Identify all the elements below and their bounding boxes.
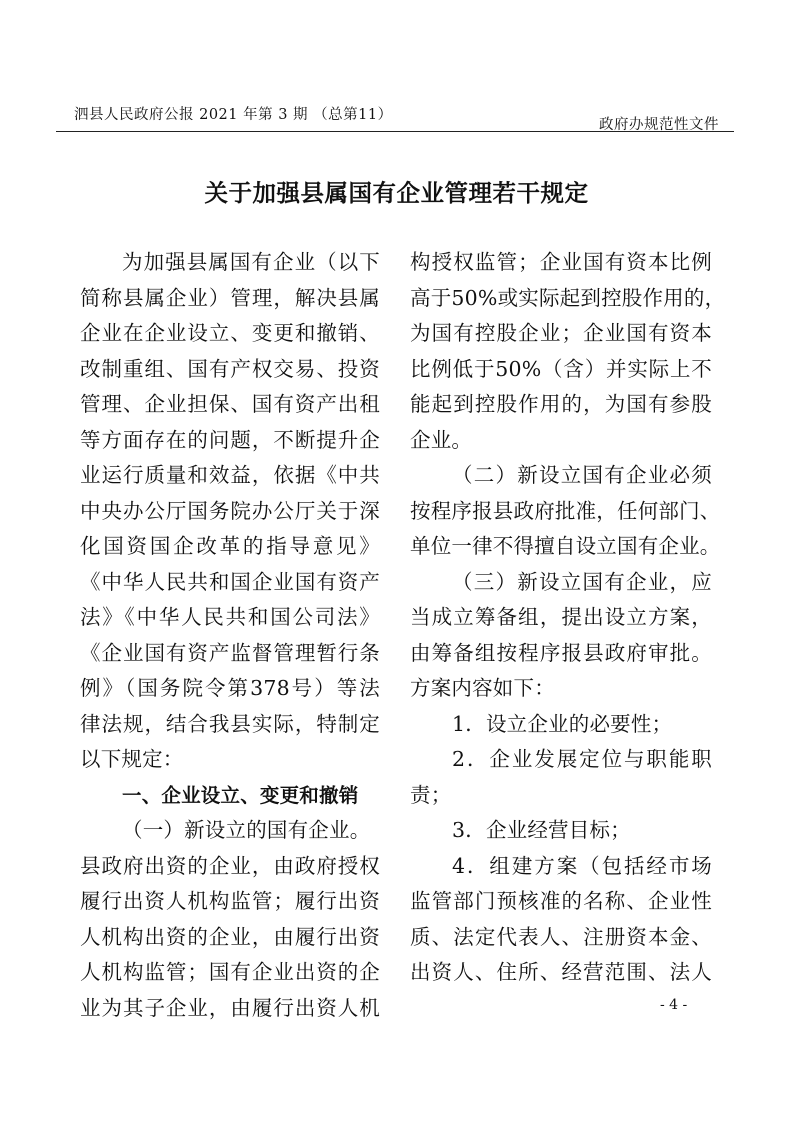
bulletin-header: 泗县人民政府公报 2021 年第 3 期 （总第11） <box>74 107 393 123</box>
header-divider <box>56 131 734 132</box>
body-line: 由筹备组按程序报县政府审批。 <box>410 640 712 665</box>
body-line: 企业。 <box>410 427 473 452</box>
body-line: 为加强县属国有企业（以下 <box>122 250 380 274</box>
body-line: 等方面存在的问题，不断提升企 <box>80 427 380 452</box>
body-line: 构授权监管；企业国有资本比例 <box>410 250 712 274</box>
body-line: 出资人、住所、经营范围、法人 <box>410 960 712 984</box>
body-line: 为国有控股企业；企业国有资本 <box>410 321 712 345</box>
body-line: 质、法定代表人、注册资本金、 <box>410 924 712 949</box>
body-line: 能起到控股作用的，为国有参股 <box>410 392 712 416</box>
body-line: 人机构监管；国有企业出资的企 <box>80 960 380 984</box>
body-line: 责； <box>410 782 452 807</box>
subsection-heading: （一）新设立的国有企业。 <box>122 818 371 842</box>
body-line: 法》《中华人民共和国公司法》 <box>80 605 380 629</box>
left-column <box>80 245 380 1026</box>
body-line: （二）新设立国有企业必须 <box>452 463 712 487</box>
body-line: 管理、企业担保、国有资产出租 <box>80 392 380 416</box>
body-line: 业为其子企业，由履行出资人机 <box>80 995 380 1020</box>
body-line: 业运行质量和效益，依据《中共 <box>80 463 380 487</box>
section-heading: 一、企业设立、变更和撤销 <box>122 783 359 807</box>
list-item: 2．企业发展定位与职能职 <box>452 747 712 771</box>
body-line: 当成立筹备组，提出设立方案， <box>410 605 712 629</box>
document-category: 政府办规范性文件 <box>599 117 719 133</box>
body-line: 化国资国企改革的指导意见》 <box>80 534 380 558</box>
body-line: 单位一律不得擅自设立国有企业。 <box>410 534 721 558</box>
list-item: 4．组建方案（包括经市场 <box>452 853 712 878</box>
body-line: （三）新设立国有企业，应 <box>452 569 712 594</box>
page-number: - 4 - <box>660 997 688 1013</box>
body-line: 比例低于50%（含）并实际上不 <box>410 356 712 381</box>
body-line: 履行出资人机构监管；履行出资 <box>80 889 380 913</box>
list-item: 3．企业经营目标； <box>452 818 631 842</box>
body-line: 县政府出资的企业，由政府授权 <box>80 853 380 878</box>
body-line: 律法规，结合我县实际，特制定 <box>80 711 380 736</box>
document-title: 关于加强县属国有企业管理若干规定 <box>204 179 589 207</box>
body-line: 按程序报县政府批准，任何部门、 <box>410 498 721 523</box>
body-line: 方案内容如下： <box>410 676 555 700</box>
body-line: 例》（国务院令第378号）等法 <box>80 676 380 700</box>
body-line: 简称县属企业）管理，解决县属 <box>80 285 380 310</box>
body-line: 改制重组、国有产权交易、投资 <box>80 356 380 381</box>
body-line: 人机构出资的企业，由履行出资 <box>80 924 380 949</box>
body-line: 《企业国有资产监督管理暂行条 <box>80 640 380 665</box>
right-column <box>410 245 726 991</box>
body-line: 《中华人民共和国企业国有资产 <box>80 569 380 594</box>
body-line: 以下规定： <box>80 747 184 771</box>
body-line: 企业在企业设立、变更和撤销、 <box>80 321 380 345</box>
body-line: 监管部门预核准的名称、企业性 <box>410 889 712 913</box>
body-line: 中央办公厅国务院办公厅关于深 <box>80 498 380 523</box>
body-line: 高于50%或实际起到控股作用的， <box>410 285 726 310</box>
list-item: 1．设立企业的必要性； <box>452 711 673 736</box>
